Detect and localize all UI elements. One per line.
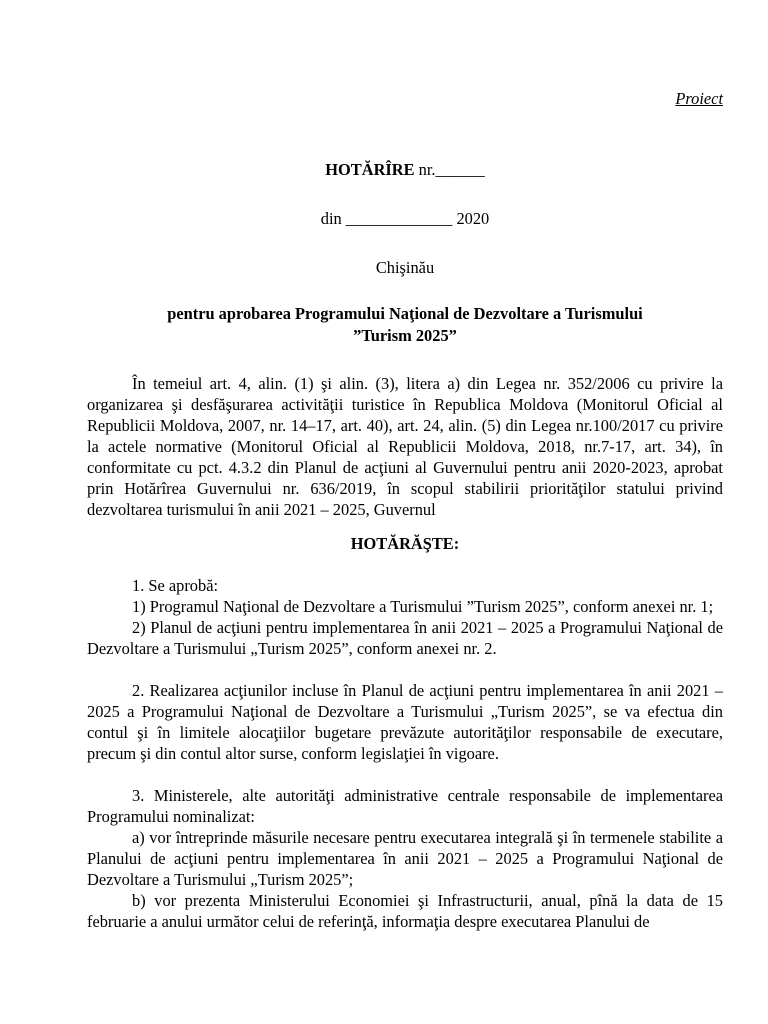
point-1-2: 2) Planul de acţiuni pentru implementarea în anii 2021 – 2025 a Programului Naţional de Dezvoltare a Turismului „Turism 2025”, conform anexei nr. 2. bbox=[87, 618, 723, 658]
document-title bbox=[87, 159, 723, 180]
document-subject bbox=[87, 303, 723, 347]
point-2: 2. Realizarea acţiunilor incluse în Planul de acţiuni pentru implementarea în anii 2021 – 2025 a Programului Naţional de Dezvoltare a Turismului „Turism 2025”, se va efectua din contul şi în limitele alocaţiilor bugetare prevăzute autorităţilor responsabile de executare, precum şi din contul altor surse, conform legislaţiei în vigoare. bbox=[87, 681, 723, 763]
point-3-b: b) vor prezenta Ministerului Economiei şi Infrastructurii, anual, pînă la data de 15 februarie a anului următor celui de referinţă, informaţia despre executarea Planului de bbox=[87, 891, 723, 931]
subject-line-1: pentru aprobarea Programului Naţional de Dezvoltare a Turismului bbox=[167, 304, 643, 323]
point-3-a: a) vor întreprinde măsurile necesare pentru executarea integrală şi în termenele stabilite a Planului de acţiuni pentru implementarea în anii 2021 – 2025 a Programului Naţional de Dezvoltare a Turismului „Turism 2025”; bbox=[87, 828, 723, 889]
spacer bbox=[87, 659, 723, 680]
project-label: Proiect bbox=[675, 89, 723, 108]
title-number: nr.______ bbox=[414, 160, 485, 179]
subject-line-2: ”Turism 2025” bbox=[353, 326, 457, 345]
city-line: Chişinău bbox=[375, 258, 435, 277]
document-body bbox=[87, 373, 723, 932]
point-3: 3. Ministerele, alte autorităţi administrative centrale responsabile de implementarea Programului nominalizat: bbox=[87, 786, 723, 826]
point-1-1: 1) Programul Naţional de Dezvoltare a Turismului ”Turism 2025”, conform anexei nr. 1; bbox=[132, 597, 714, 616]
preamble-paragraph: În temeiul art. 4, alin. (1) şi alin. (3), litera a) din Legea nr. 352/2006 cu privire la organizarea şi desfăşurarea activităţii turistice în Republica Moldova (Monitorul Oficial al Republicii Moldova, 2007, nr. 14–17, art. 40), art. 24, alin. (5) din Legea nr.100/2017 cu privire la actele normative (Monitorul Oficial al Republicii Moldova, 2018, nr.7-17, art. 34), în conformitate cu pct. 4.3.2 din Planul de acţiuni al Guvernului pentru anii 2020-2023, aprobat prin Hotărîrea Guvernului nr. 636/2019, în scopul stabilirii priorităţilor statului privind dezvoltarea turismului în anii 2021 – 2025, Guvernul bbox=[87, 374, 723, 519]
title-main: HOTĂRÎRE bbox=[325, 160, 415, 179]
point-1: 1. Se aprobă: bbox=[132, 576, 219, 595]
decree-heading: HOTĂRĂŞTE: bbox=[350, 534, 460, 553]
spacer bbox=[87, 764, 723, 785]
date-line: din _____________ 2020 bbox=[320, 209, 490, 228]
